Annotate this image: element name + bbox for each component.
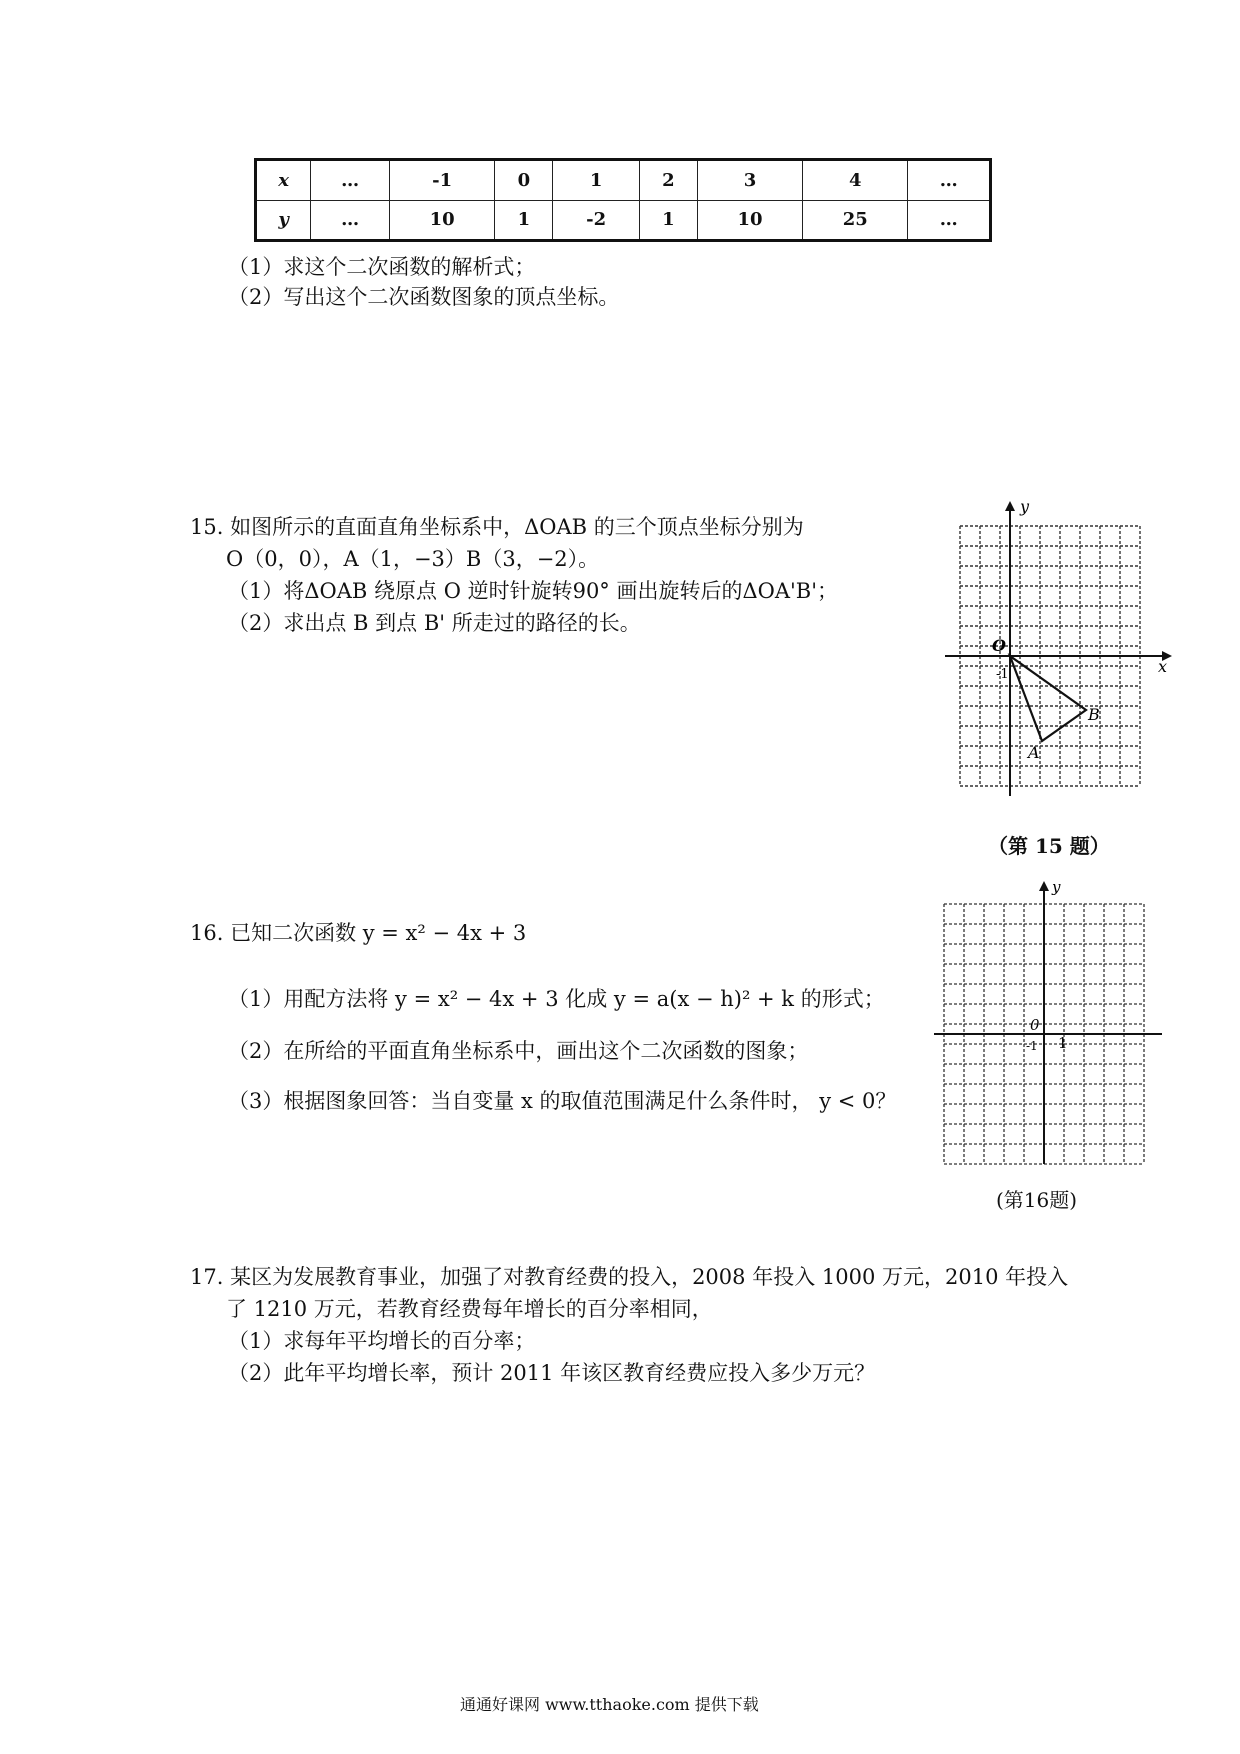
q17-stem-line-2: 了 1210 万元，若教育经费每年增长的百分率相同， <box>226 1297 713 1321</box>
q14-part-2: （2）写出这个二次函数图象的顶点坐标。 <box>228 285 620 309</box>
table-row-x <box>256 160 991 201</box>
page-footer: 通通好课网 www.tthaoke.com 提供下载 <box>460 1695 759 1714</box>
q15-part-1: （1）将ΔOAB 绕原点 O 逆时针旋转90° 画出旋转后的ΔOA'B'； <box>228 579 839 603</box>
table-cell: 10 <box>390 200 495 241</box>
q15-tick-minus-1: -1 <box>996 667 1009 682</box>
table-row-y <box>256 200 991 241</box>
q15-point-b-label: B <box>1088 705 1100 724</box>
table-cell: 10 <box>697 200 802 241</box>
table-header-y: y <box>256 200 311 241</box>
q15-point-a-label: A <box>1028 743 1040 762</box>
table-cell: 0 <box>495 160 553 201</box>
table-cell: 3 <box>697 160 802 201</box>
q15-x-label: x <box>1158 657 1168 676</box>
table-cell: 1 <box>639 200 697 241</box>
q14-part-1: （1）求这个二次函数的解析式； <box>228 255 536 279</box>
table-cell: -1 <box>390 160 495 201</box>
table-cell: 4 <box>803 160 908 201</box>
table-cell: … <box>908 160 991 201</box>
q17-stem-line-1: 17. 某区为发展教育事业，加强了对教育经费的投入，2008 年投入 1000 万元，2010 年投入 <box>190 1265 1069 1289</box>
q15-caption: （第 15 题） <box>988 834 1110 858</box>
q16-origin-label: 0 <box>1030 1016 1040 1034</box>
q15-origin-label: O <box>992 636 1006 655</box>
table-cell: … <box>908 200 991 241</box>
q16-coordinate-figure <box>930 876 1170 1166</box>
table-header-x: x <box>256 160 311 201</box>
q15-triangle-oab <box>1010 656 1086 741</box>
q15-part-2: （2）求出点 B 到点 B' 所走过的路径的长。 <box>228 611 641 635</box>
q16-tick-minus-1: -1 <box>1026 1039 1038 1053</box>
q17-part-2: （2）此年平均增长率，预计 2011 年该区教育经费应投入多少万元？ <box>228 1361 876 1385</box>
q16-tick-1: 1 <box>1058 1034 1068 1052</box>
q15-y-label: y <box>1020 497 1030 516</box>
q16-part-1: （1）用配方法将 y = x² − 4x + 3 化成 y = a(x − h)² + k 的形式； <box>228 987 885 1011</box>
q16-part-3: （3）根据图象回答：当自变量 x 的取值范围满足什么条件时， y < 0？ <box>228 1089 897 1113</box>
table-cell: 25 <box>803 200 908 241</box>
table-cell: -2 <box>553 200 639 241</box>
q15-stem-line-2: O（0，0），A（1，−3）B（3，−2）。 <box>226 547 600 571</box>
q16-y-arrow-icon <box>1039 881 1049 891</box>
table-cell: … <box>311 160 390 201</box>
table-cell: 1 <box>553 160 639 201</box>
q15-coordinate-figure <box>940 496 1180 806</box>
value-table <box>254 158 992 242</box>
q16-part-2: （2）在所给的平面直角坐标系中，画出这个二次函数的图象； <box>228 1039 809 1063</box>
q17-part-1: （1）求每年平均增长的百分率； <box>228 1329 536 1353</box>
q16-y-label: y <box>1052 878 1061 896</box>
table-cell: … <box>311 200 390 241</box>
q16-caption: (第16题) <box>996 1188 1078 1212</box>
table-cell: 2 <box>639 160 697 201</box>
q16-stem: 16. 已知二次函数 y = x² − 4x + 3 <box>190 921 527 945</box>
q15-stem-line-1: 15. 如图所示的直面直角坐标系中，ΔOAB 的三个顶点坐标分别为 <box>190 515 804 539</box>
q15-y-arrow-icon <box>1005 501 1015 511</box>
table-cell: 1 <box>495 200 553 241</box>
